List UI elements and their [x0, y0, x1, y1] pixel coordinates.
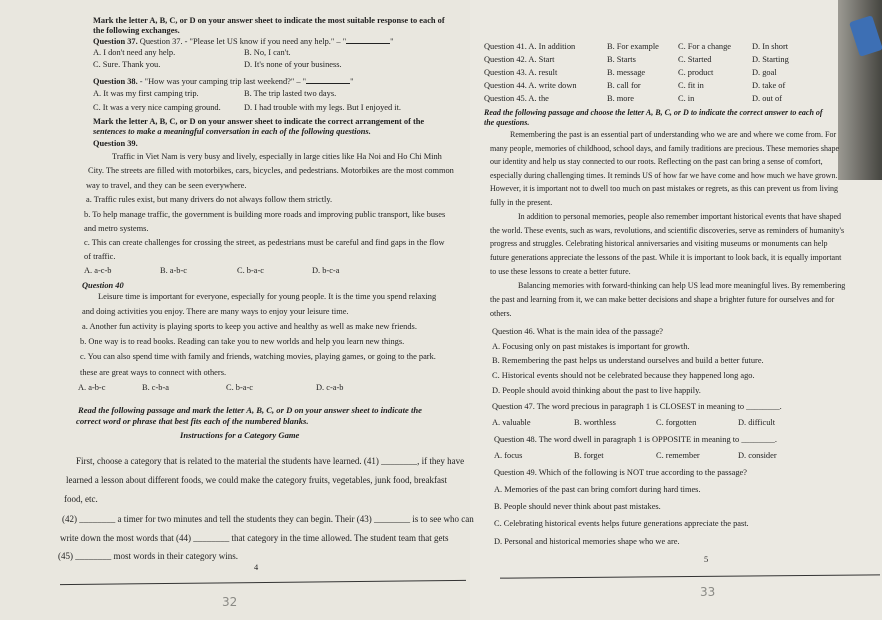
q42-option-b[interactable]: B. Starts [607, 55, 636, 64]
passage-line: fully in the present. [490, 198, 553, 207]
q38-option-b[interactable]: B. The trip lasted two days. [244, 89, 337, 98]
q46-option-b[interactable]: B. Remembering the past helps us understand ourselves and build a better future. [492, 356, 764, 365]
q44-option-c[interactable]: C. fit in [678, 81, 704, 90]
q37-option-b[interactable]: B. No, I can't. [244, 48, 291, 57]
cloze-title: Instructions for a Category Game [180, 430, 300, 440]
passage-line: the past and learning from it, we can make better decisions and shape a brighter future for ourselves and for [490, 295, 835, 304]
passage-line: many people, memories of childhood, school days, and family traditions are precious. These memories shape [490, 144, 840, 153]
q41-option-d[interactable]: D. In short [752, 42, 789, 51]
passage-line: others. [490, 309, 512, 318]
answer-blank[interactable] [306, 76, 350, 84]
cloze-line: First, choose a category that is related to the material the students have learned. (41) ________, if they have [76, 456, 465, 466]
q45-option-a[interactable]: Question 45. A. the [484, 94, 549, 103]
section-header-reading-2: the questions. [484, 118, 530, 127]
q48-option-c[interactable]: C. remember [656, 451, 700, 460]
q38-option-c[interactable]: C. It was a very nice camping ground. [93, 103, 221, 112]
question-39-label: Question 39. [93, 139, 138, 148]
q39-line: City. The streets are filled with motorbikes, cars, bicycles, and pedestrians. Motorbikes are the most common [88, 166, 454, 175]
q49-option-a[interactable]: A. Memories of the past can bring comfort during hard times. [494, 485, 701, 494]
q39-line: c. This can create challenges for crossing the street, as pedestrians must be careful and find gaps in the flow [84, 238, 445, 247]
q39-option-c[interactable]: C. b-a-c [237, 266, 264, 275]
passage-line: especially during challenging times. It reminds US of how far we have come and how much we have grown. [490, 171, 838, 180]
q39-line: of traffic. [84, 252, 116, 261]
section-header-cloze: Read the following passage and mark the letter A, B, C, or D on your answer sheet to indicate the [78, 405, 422, 415]
page-number-left: 4 [254, 563, 259, 572]
section-header-arrangement: Mark the letter A, B, C, or D on your answer sheet to indicate the correct arrangement of the [93, 117, 425, 126]
q47-option-b[interactable]: B. worthless [574, 418, 616, 427]
handwritten-note-left: 32 [222, 595, 238, 609]
q38-label: Question 38. [93, 77, 138, 86]
question-37-stem: Question 37. Question 37. - "Please let US know if you need any help." – " " [93, 37, 394, 46]
page-number-right: 5 [704, 555, 709, 564]
q49-option-d[interactable]: D. Personal and historical memories shape who we are. [494, 537, 680, 546]
q43-option-d[interactable]: D. goal [752, 68, 777, 77]
q39-line: and metro systems. [84, 224, 149, 233]
q37-option-d[interactable]: D. It's none of your business. [244, 60, 342, 69]
q42-option-d[interactable]: D. Starting [752, 55, 789, 64]
q38-text: - "How was your camping trip last weekend?" – " [137, 77, 307, 86]
question-48-stem: Question 48. The word dwell in paragraph 1 is OPPOSITE in meaning to ________. [494, 435, 777, 444]
q49-option-c[interactable]: C. Celebrating historical events helps future generations appreciate the past. [494, 519, 749, 528]
page-divider [60, 580, 466, 585]
q40-option-b[interactable]: B. c-b-a [142, 383, 169, 392]
cloze-line: (45) ________ most words in their category wins. [58, 551, 238, 561]
q39-line: a. Traffic rules exist, but many drivers do not always follow them strictly. [86, 195, 333, 204]
q48-option-a[interactable]: A. focus [494, 451, 523, 460]
cloze-line: learned a lesson about different foods, we could make the category fruits, vegetables, junk food, breakfast [66, 475, 447, 485]
q46-option-d[interactable]: D. People should avoid thinking about the past to live happily. [492, 386, 701, 395]
section-header-reading: Read the following passage and choose the letter A, B, C, or D to indicate the correct answer to each of [484, 108, 823, 117]
q47-option-d[interactable]: D. difficult [738, 418, 776, 427]
handwritten-note-right: 33 [700, 585, 716, 599]
q39-line: way to travel, and they can be seen everywhere. [86, 181, 247, 190]
passage-line: In addition to personal memories, people also remember important historical events that have shaped [518, 212, 842, 221]
q42-option-c[interactable]: C. Started [678, 55, 712, 64]
section-header-cloze-2: correct word or phrase that best fits each of the numbered blanks. [76, 416, 309, 426]
q43-option-b[interactable]: B. message [607, 68, 646, 77]
q38-quote-end: " [350, 77, 354, 86]
cloze-line: (42) ________ a timer for two minutes and tell the students they can begin. Their (43) ________ is to see who can [62, 514, 474, 524]
passage-line: to use these lessons to create a better future. [490, 267, 631, 276]
q45-option-b[interactable]: B. more [607, 94, 634, 103]
passage-line: Remembering the past is an essential part of understanding who we are and where we come from. For [510, 130, 837, 139]
q40-line: these are great ways to connect with others. [80, 368, 227, 377]
q40-option-c[interactable]: C. b-a-c [226, 383, 253, 392]
q46-option-a[interactable]: A. Focusing only on past mistakes is important for growth. [492, 342, 690, 351]
question-47-stem: Question 47. The word precious in paragraph 1 is CLOSEST in meaning to ________. [492, 402, 782, 411]
answer-blank[interactable] [346, 36, 390, 44]
q39-line: Traffic in Viet Nam is very busy and lively, especially in large cities like Ha Noi and Ho Chi Minh [112, 152, 442, 161]
q40-line: a. Another fun activity is playing sports to keep you active and healthy as well as make new friends. [82, 322, 417, 331]
q39-line: b. To help manage traffic, the government is building more roads and improving public transport, like buses [84, 210, 446, 219]
q49-option-b[interactable]: B. People should never think about past mistakes. [494, 502, 661, 511]
question-38-stem [93, 76, 354, 87]
passage-line: progress and struggles. Celebrating historical anniversaries and visiting museums or monuments can help [490, 239, 828, 248]
q40-line: Leisure time is important for everyone, especially for young people. It is the time you spend relaxing [98, 292, 437, 301]
q43-option-a[interactable]: Question 43. A. result [484, 68, 558, 77]
question-49-stem: Question 49. Which of the following is NOT true according to the passage? [494, 468, 747, 477]
passage-line: future generations appreciate the lessons of the past. While it is important to look back, it is equally important [490, 253, 842, 262]
q41-option-c[interactable]: C. For a change [678, 42, 732, 51]
question-40-label: Question 40 [82, 281, 124, 290]
passage-line: the world. These events, such as wars, revolutions, and scientific discoveries, serve as reminders of humanity's [490, 226, 845, 235]
cloze-line: food, etc. [64, 494, 98, 504]
q45-option-c[interactable]: C. in [678, 94, 695, 103]
passage-line: However, it is important not to dwell too much on past mistakes or regrets, as this can prevent us from living [490, 184, 839, 193]
q44-option-d[interactable]: D. take of [752, 81, 786, 90]
q43-option-c[interactable]: C. product [678, 68, 714, 77]
q40-line: b. One way is to read books. Reading can take you to new worlds and help you learn new things. [80, 337, 405, 346]
q47-option-a[interactable]: A. valuable [492, 418, 531, 427]
section-header-arrangement-2: sentences to make a meaningful conversation in each of the following questions. [93, 127, 371, 136]
q38-option-d[interactable]: D. I had trouble with my legs. But I enjoyed it. [244, 103, 402, 112]
q48-option-d[interactable]: D. consider [738, 451, 777, 460]
q42-option-a[interactable]: Question 42. A. Start [484, 55, 555, 64]
question-46-stem: Question 46. What is the main idea of the passage? [492, 327, 664, 336]
q39-option-a[interactable]: A. a-c-b [84, 266, 112, 275]
q39-option-d[interactable]: D. b-c-a [312, 266, 340, 275]
q40-option-a[interactable]: A. a-b-c [78, 383, 106, 392]
q47-option-c[interactable]: C. forgotten [656, 418, 697, 427]
q37-quote-end: " [390, 37, 394, 46]
q37-option-c[interactable]: C. Sure. Thank you. [93, 60, 161, 69]
q44-option-b[interactable]: B. call for [607, 81, 641, 90]
passage-line: our identity and help us stay connected to our roots. Reflecting on the past can bring a sense of comfort, [490, 157, 823, 166]
q40-line: and doing activities you enjoy. There are many ways to enjoy your leisure time. [82, 307, 349, 316]
q46-option-c[interactable]: C. Historical events should not be celebrated because they happened long ago. [492, 371, 755, 380]
q40-option-d[interactable]: D. c-a-b [316, 383, 344, 392]
q45-option-d[interactable]: D. out of [752, 94, 783, 103]
cloze-line: write down the most words that (44) ________ that category in the time allowed. The student team that gets [60, 533, 449, 543]
q37-option-a[interactable]: A. I don't need any help. [93, 48, 176, 57]
q41-option-b[interactable]: B. For example [607, 42, 659, 51]
q38-option-a[interactable]: A. It was my first camping trip. [93, 89, 199, 98]
q41-option-a[interactable]: Question 41. A. In addition [484, 42, 576, 51]
q39-option-b[interactable]: B. a-b-c [160, 266, 187, 275]
q40-line: c. You can also spend time with family and friends, watching movies, playing games, or going to the park. [80, 352, 436, 361]
passage-line: Balancing memories with forward-thinking can help US lead more meaningful lives. By remembering [518, 281, 846, 290]
q44-option-a[interactable]: Question 44. A. write down [484, 81, 577, 90]
q37-text: Question 37. - "Please let US know if you need any help." – " [139, 37, 347, 46]
section-header-exchanges-2: the following exchanges. [93, 26, 180, 35]
section-header-exchanges: Mark the letter A, B, C, or D on your answer sheet to indicate the most suitable response to each of [93, 16, 445, 25]
q48-option-b[interactable]: B. forget [574, 451, 604, 460]
